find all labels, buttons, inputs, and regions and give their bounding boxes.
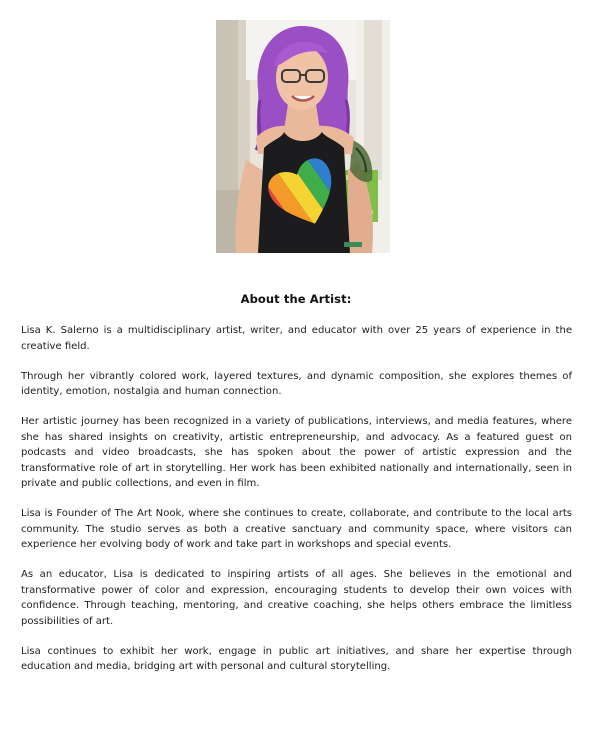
bio-paragraph: Lisa is Founder of The Art Nook, where she continues to create, collaborate, and contribute to the local arts community. The studio serves as both a creative sanctuary and community space, where visitors can experience her evolving body of work and take part in workshops and special events.: [21, 508, 572, 550]
bio-paragraph: Lisa continues to exhibit her work, engage in public art initiatives, and share her expertise through education and media, bridging art with personal and cultural storytelling.: [21, 645, 572, 672]
bio-paragraph: As an educator, Lisa is dedicated to inspiring artists of all ages. She believes in the emotional and transformative power of color and expression, encouraging students to develop their own voices with confidence. Through teaching, mentoring, and creative coaching, she helps others embrace the limitless possibilities of art.: [21, 569, 572, 627]
bio-text: [21, 323, 572, 689]
artist-photo: [216, 20, 390, 253]
about-heading: About the Artist:: [240, 292, 352, 306]
bio-paragraph: Her artistic journey has been recognized in a variety of publications, interviews, and media features, where she has shared insights on creativity, artistic entrepreneurship, and advocacy. As a featured guest on podcasts and video broadcasts, she has spoken about the power of artistic expression and the transformative role of art in storytelling. Her work has been exhibited nationally and internationally, seen in private and public collections, and even in film.: [21, 416, 572, 489]
bio-paragraph: Through her vibrantly colored work, layered textures, and dynamic composition, she explores themes of identity, emotion, nostalgia and human connection.: [21, 370, 572, 397]
bio-paragraph: Lisa K. Salerno is a multidisciplinary artist, writer, and educator with over 25 years of experience in the creative field.: [21, 325, 572, 352]
